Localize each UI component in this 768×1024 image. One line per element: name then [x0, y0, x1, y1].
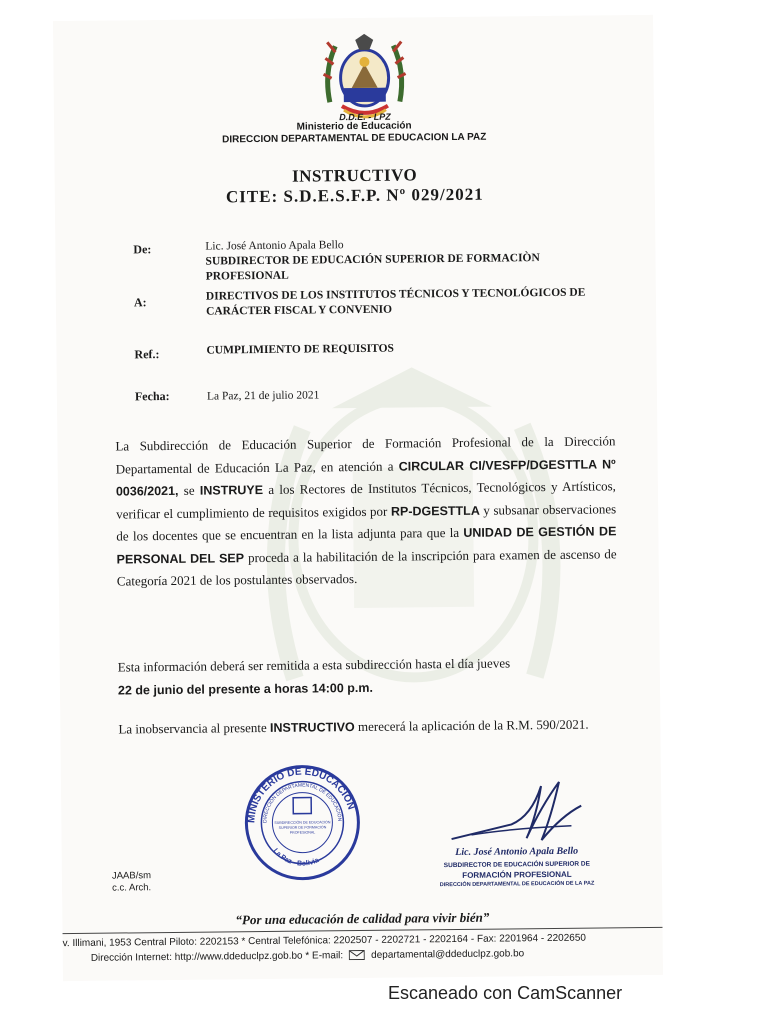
signatory-name: Lic. José Antonio Apala Bello: [455, 845, 579, 859]
body-paragraph-3: La inobservancia al presente INSTRUCTIVO merecerá la aplicación de la R.M. 590/2021.: [118, 716, 589, 737]
coat-of-arms-icon: [321, 31, 408, 124]
motto: “Por una educación de calidad para vivir bién”: [235, 909, 490, 928]
stamp-ring-text: MINISTERIO DE EDUCACIÓN: [246, 766, 357, 824]
body-paragraph-1: La Subdirección de Educación Superior de Formación Profesional de la Dirección Departamental de Educación La Paz, en atención a CIRCULAR CI/VESFP/DGESTTLA Nº 0036/2021, se INSTRUYE a los Rectores de Institutos Técnicos, Tecnológicos y Artísticos, verificar el cumplimiento de requisitos exigidos por RP-DGESTTLA y subsanar observaciones de los docentes que se encuentran en la lista adjunta para que la UNIDAD DE GESTIÓN DE PERSONAL DEL SEP proceda a la habilitación de la inscripción para examen de ascenso de Categoría 2021 de los postulantes observados.: [115, 433, 617, 589]
initials-line-1: JAAB/sm: [111, 870, 152, 882]
mail-icon: [349, 950, 365, 960]
to-value: DIRECTIVOS DE LOS INSTITUTOS TÉCNICOS Y TECNOLÓGICOS DE CARÁCTER FISCAL Y CONVENIO: [205, 286, 586, 318]
from-label: De:: [133, 242, 152, 257]
stamp-center-2: SUPERIOR DE FORMACIÓN: [278, 825, 327, 830]
stamp-inner-bottom: La Paz - Bolivia: [271, 847, 321, 868]
signatory-title-2: FORMACIÓN PROFESIONAL: [462, 869, 572, 880]
document-title: INSTRUCTIVO: [291, 165, 418, 186]
signatory-title-3: DIRECCIÓN DEPARTAMENTAL DE EDUCACIÓN DE LA PAZ: [439, 880, 595, 889]
initials-line-2: c.c. Arch.: [112, 882, 152, 894]
crest-caption: D.D.E. - LPZ: [339, 111, 391, 123]
direction-name: DIRECCION DEPARTAMENTAL DE EDUCACION LA PAZ: [222, 131, 487, 146]
to-label: A:: [133, 295, 147, 310]
document-cite: CITE: S.D.E.S.F.P. Nº 029/2021: [225, 184, 484, 207]
document-page: [53, 15, 663, 981]
body-paragraph-2: Esta información deberá ser remitida a esta subdirección hasta el día jueves 22 de junio del presente a horas 14:00 p.m.: [117, 655, 511, 698]
signatory-title-1: SUBDIRECTOR DE EDUCACIÓN SUPERIOR DE: [443, 860, 590, 870]
from-value: [205, 235, 625, 284]
ref-label: Ref.:: [134, 347, 160, 362]
from-title: SUBDIRECTOR DE EDUCACIÓN SUPERIOR DE FORMACIÒN PROFESIONAL: [205, 252, 540, 283]
ministry-name: Ministerio de Educación: [296, 120, 412, 133]
stamp-inner-top: DIRECCIÓN DEPARTAMENTAL DE EDUCACIÓN: [262, 782, 343, 824]
from-name: Lic. José Antonio Apala Bello: [205, 239, 344, 253]
footer-address: v. Illimani, 1953 Central Piloto: 2202153 * Central Telefónica: 2202507 - 2202721 - 2202164 - Fax: 2201964 - 2202650: [62, 932, 587, 950]
stamp-center-1: SUBDIRECCIÓN DE EDUCACIÓN: [274, 820, 331, 825]
stamp-center-3: PROFESIONAL: [289, 830, 316, 835]
date-label: Fecha:: [134, 388, 170, 404]
ref-value: CUMPLIMIENTO DE REQUISITOS: [206, 342, 394, 357]
footer-contact: Dirección Internet: http://www.ddeduclpz.gob.bo * E-mail: departamental@ddeduclpz.gob.bo: [90, 948, 525, 964]
scanner-watermark-label: Escaneado con CamScanner: [388, 983, 623, 1003]
date-value: La Paz, 21 de julio 2021: [206, 389, 320, 403]
seal-icon: [243, 763, 362, 882]
